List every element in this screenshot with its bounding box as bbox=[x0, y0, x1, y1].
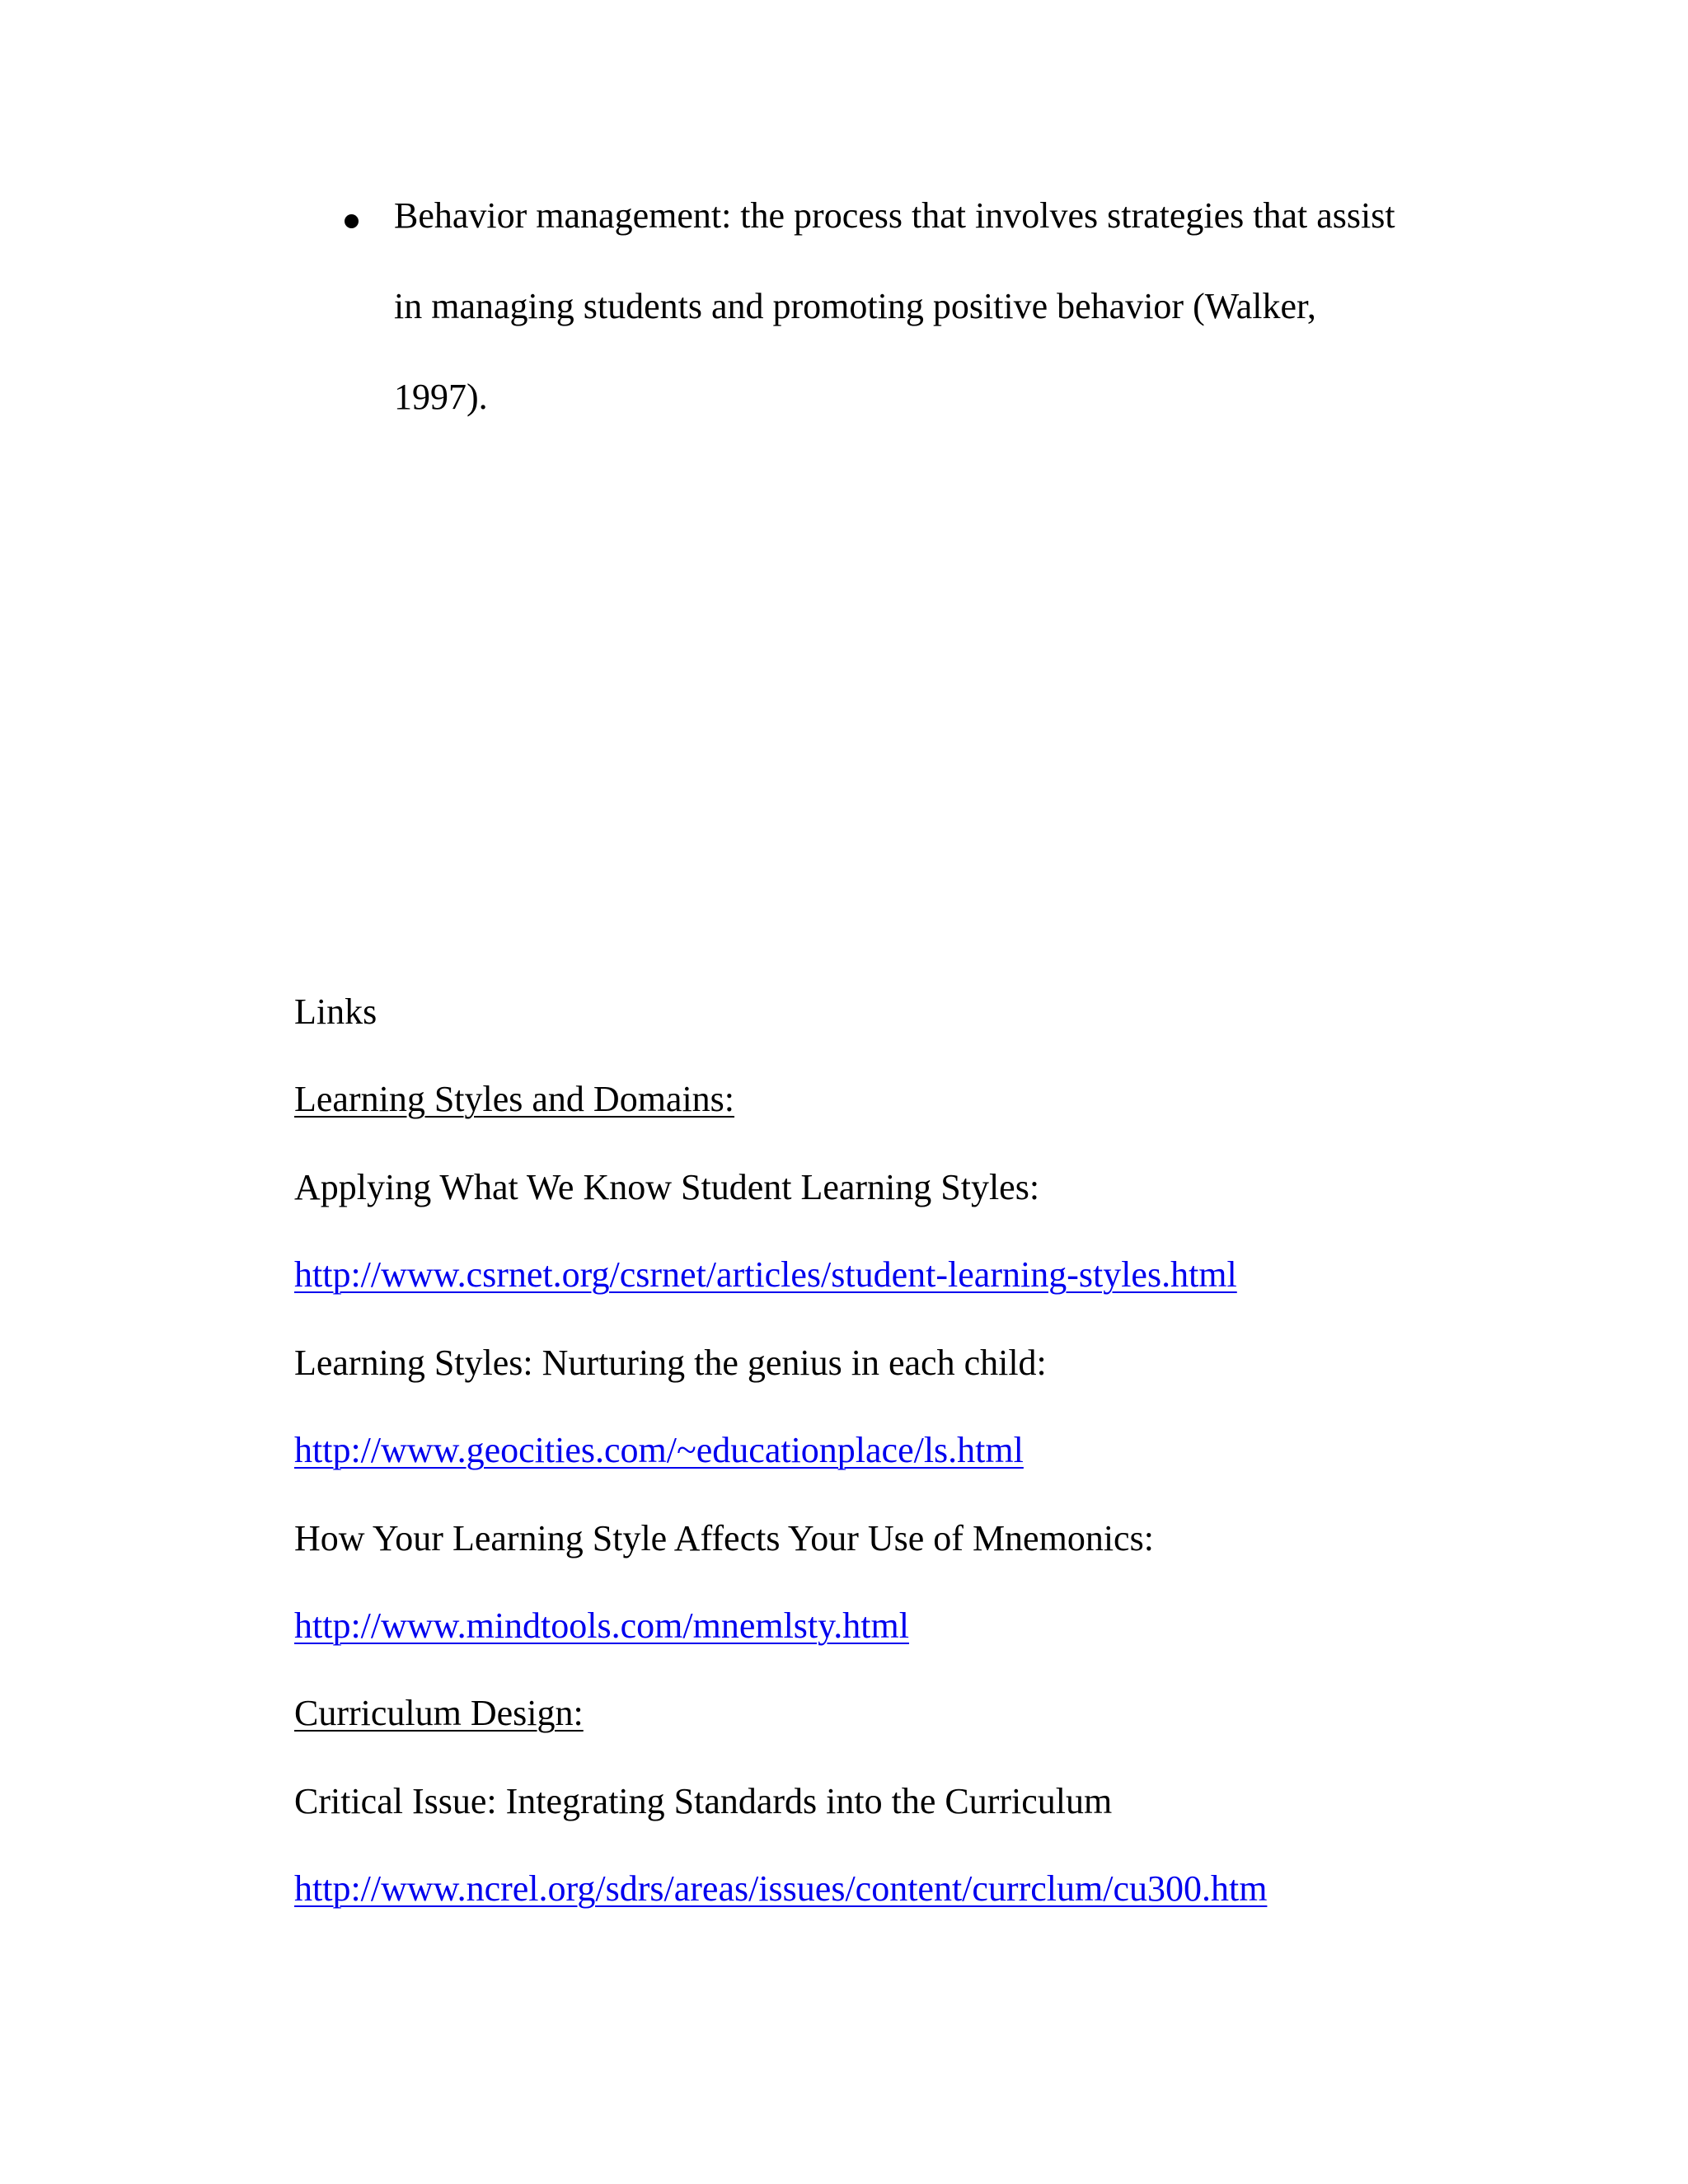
bullet-icon bbox=[345, 214, 359, 228]
link-mnemonics[interactable]: http://www.mindtools.com/mnemlsty.html bbox=[294, 1605, 909, 1646]
link-student-learning-styles[interactable]: http://www.csrnet.org/csrnet/articles/student-learning-styles.html bbox=[294, 1254, 1237, 1295]
learning-styles-subheading: Learning Styles and Domains: bbox=[294, 1079, 735, 1119]
links-heading: Links bbox=[294, 991, 377, 1032]
link-integrating-standards[interactable]: http://www.ncrel.org/sdrs/areas/issues/content/currclum/cu300.htm bbox=[294, 1868, 1268, 1909]
bullet-line-2: in managing students and promoting positive behavior (Walker, bbox=[394, 286, 1316, 326]
link-nurturing-genius[interactable]: http://www.geocities.com/~educationplace/ls.html bbox=[294, 1430, 1024, 1470]
entry-title-integrating-standards: Critical Issue: Integrating Standards into the Curriculum bbox=[294, 1781, 1113, 1821]
bullet-line-1: Behavior management: the process that involves strategies that assist bbox=[394, 195, 1395, 236]
entry-title-nurturing-genius: Learning Styles: Nurturing the genius in each child: bbox=[294, 1343, 1047, 1383]
bullet-line-3: 1997). bbox=[394, 377, 488, 417]
entry-title-mnemonics: How Your Learning Style Affects Your Use of Mnemonics: bbox=[294, 1518, 1154, 1558]
entry-title-student-learning-styles: Applying What We Know Student Learning Styles: bbox=[294, 1167, 1040, 1207]
curriculum-design-subheading: Curriculum Design: bbox=[294, 1693, 584, 1733]
